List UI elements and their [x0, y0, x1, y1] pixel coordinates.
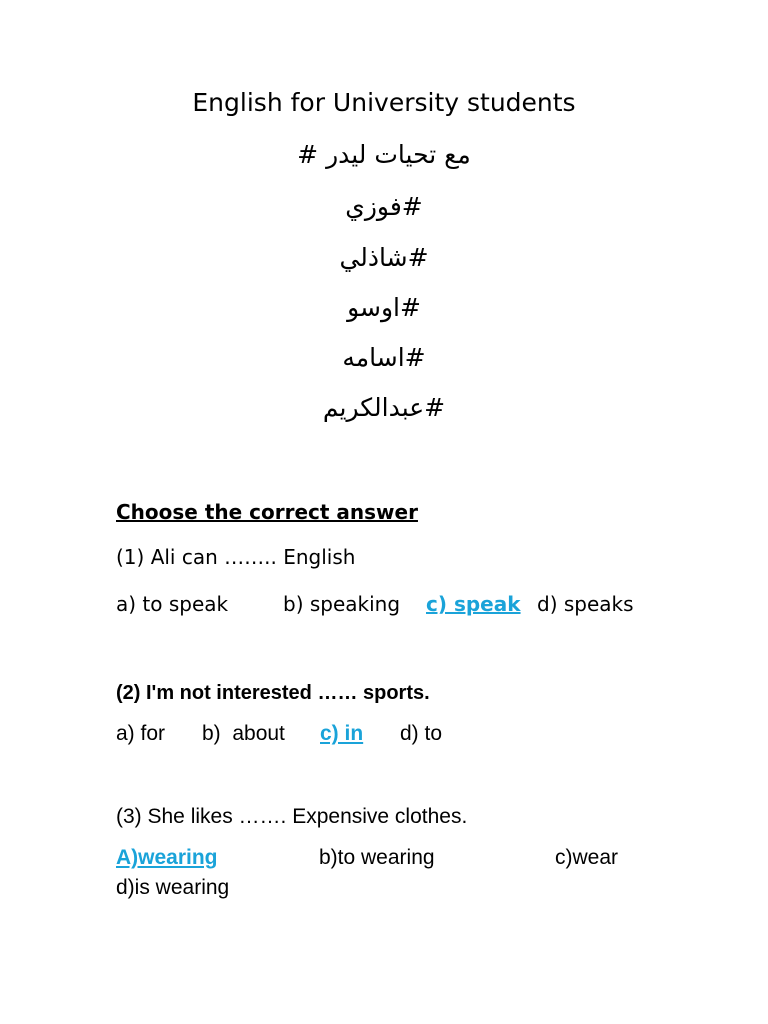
question-1-option-a: a) to speak: [116, 592, 229, 616]
question-2-text: (2) I'm not interested …… sports.: [116, 682, 430, 704]
question-1-option-b: b) speaking: [283, 592, 401, 616]
question-1-text: (1) Ali can …….. English: [116, 545, 356, 569]
question-3-option-b: b)to wearing: [319, 846, 435, 869]
question-1-option-d: d) speaks: [537, 592, 634, 616]
question-1-correct-answer: c) speak: [426, 592, 521, 616]
arabic-hashtag-line: #عبدالكريم: [322, 393, 446, 422]
question-3-option-c: c)wear: [555, 846, 619, 869]
arabic-hashtag-line: #شاذلي: [339, 243, 429, 272]
question-3-text: (3) She likes ……. Expensive clothes.: [116, 805, 468, 828]
question-2-option-b: b) about: [202, 722, 285, 745]
question-3-option-d: d)is wearing: [116, 876, 230, 899]
question-2-option-a: a) for: [116, 722, 166, 745]
arabic-greeting-line: مع تحيات ليدر #: [297, 140, 471, 169]
section-heading: Choose the correct answer: [116, 500, 418, 524]
question-2-correct-answer: c) in: [320, 722, 364, 745]
question-3-correct-answer: A)wearing: [116, 846, 218, 869]
document-title: English for University students: [192, 88, 576, 117]
arabic-hashtag-line: #اوسو: [347, 293, 421, 322]
arabic-hashtag-line: #اسامه: [342, 343, 426, 372]
question-2-option-d: d) to: [400, 722, 443, 745]
arabic-hashtag-line: #فوزي: [345, 192, 423, 221]
